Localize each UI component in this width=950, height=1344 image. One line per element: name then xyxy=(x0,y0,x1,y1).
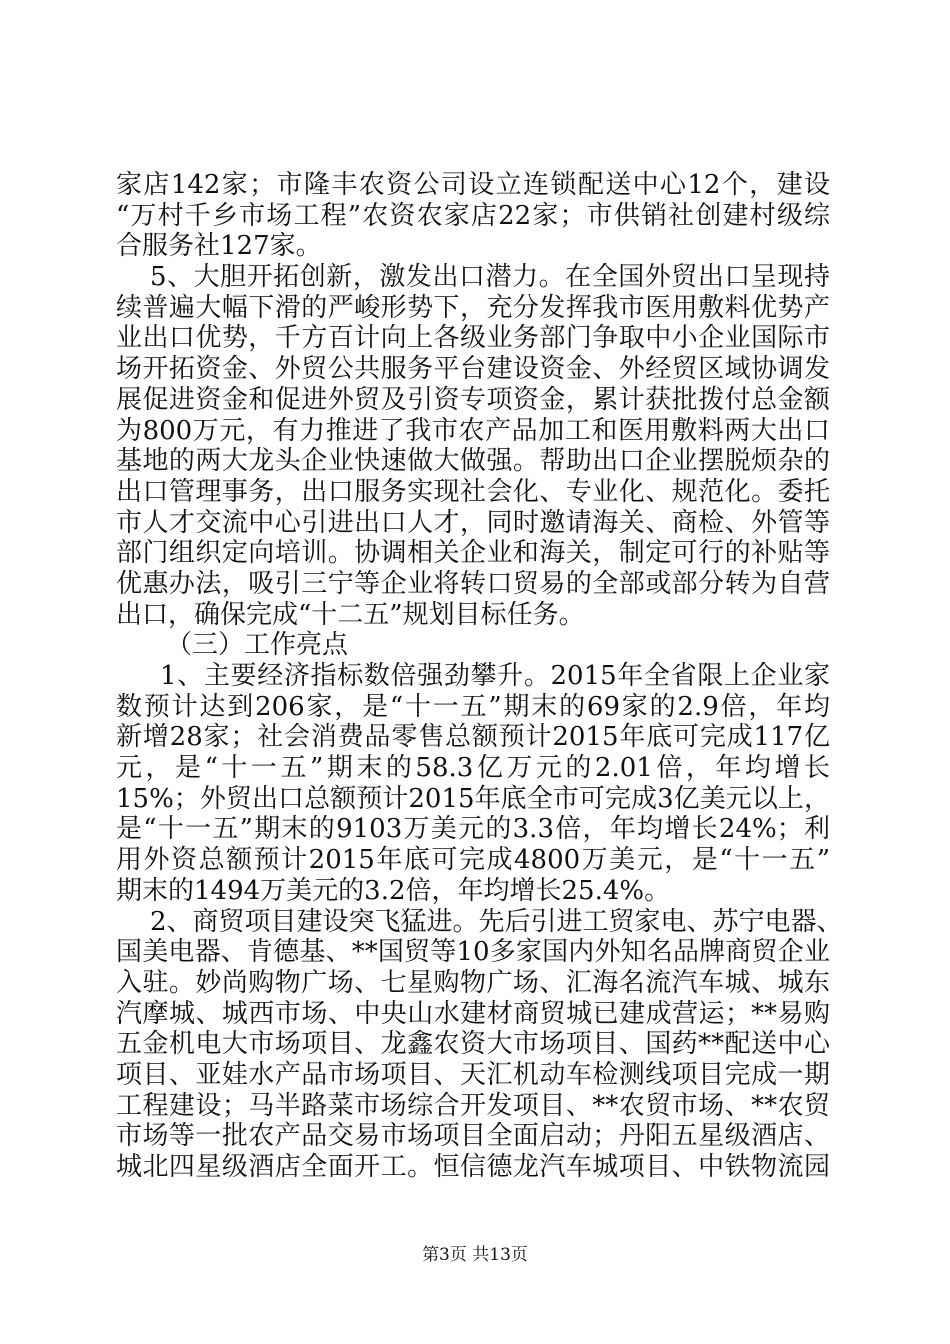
text-line: 汽摩城、城西市场、中央山水建材商贸城已建成营运；**易购 xyxy=(116,998,830,1029)
page-footer: 第3页 共13页 xyxy=(422,1245,528,1265)
text-line: 入驻。妙尚购物广场、七星购物广场、汇海名流汽车城、城东 xyxy=(116,967,830,998)
text-line: 优惠办法，吸引三宁等企业将转口贸易的全部或部分转为自营 xyxy=(116,568,830,599)
text-line: 城北四星级酒店全面开工。恒信德龙汽车城项目、中铁物流园 xyxy=(116,1152,830,1182)
text-line: 元，是“十一五”期末的58.3亿万元的2.01倍，年均增长 xyxy=(116,753,830,784)
text-line: 市人才交流中心引进出口人才，同时邀请海关、商检、外管等 xyxy=(116,507,830,538)
text-line: 基地的两大龙头企业快速做大做强。帮助出口企业摆脱烦杂的 xyxy=(116,446,830,477)
text-line: 国美电器、肯德基、**国贸等10多家国内外知名品牌商贸企业 xyxy=(116,937,830,968)
document-body xyxy=(116,170,843,1183)
text-line: 5、大胆开拓创新，激发出口潜力。在全国外贸出口呈现持 xyxy=(150,262,830,293)
text-line: 出口管理事务，出口服务实现社会化、专业化、规范化。委托 xyxy=(116,476,830,507)
text-line: 家店142家；市隆丰农资公司设立连锁配送中心12个，建设 xyxy=(116,170,830,200)
text-line: 展促进资金和促进外贸及引资专项资金，累计获批拨付总金额 xyxy=(116,384,830,415)
text-line: 场开拓资金、外贸公共服务平台建设资金、外经贸区域协调发 xyxy=(116,354,830,385)
text-line: 项目、亚娃水产品市场项目、天汇机动车检测线项目完成一期 xyxy=(116,1059,830,1090)
text-line: 出口，确保完成“十二五”规划目标任务。 xyxy=(116,599,585,630)
text-line: 业出口优势，千方百计向上各级业务部门争取中小企业国际市 xyxy=(116,323,830,354)
text-line: 1、主要经济指标数倍强劲攀升。2015年全省限上企业家 xyxy=(160,661,830,691)
text-line: 市场等一批农产品交易市场项目全面启动；丹阳五星级酒店、 xyxy=(116,1121,830,1152)
text-line: 是“十一五”期末的9103万美元的3.3倍，年均增长24%；利 xyxy=(116,814,830,845)
text-line: 用外资总额预计2015年底可完成4800万美元，是“十一五” xyxy=(116,845,830,876)
section-heading: （三）工作亮点 xyxy=(166,630,349,661)
text-line: 工程建设；马半路菜市场综合开发项目、**农贸市场、**农贸 xyxy=(116,1090,830,1121)
text-line: 数预计达到206家，是“十一五”期末的69家的2.9倍，年均 xyxy=(116,691,830,722)
text-line: 合服务社127家。 xyxy=(116,231,322,262)
text-line: “万村千乡市场工程”农资农家店22家；市供销社创建村级综 xyxy=(116,200,830,231)
text-line: 期末的1494万美元的3.2倍，年均增长25.4%。 xyxy=(116,875,671,906)
text-line: 15%；外贸出口总额预计2015年底全市可完成3亿美元以上， xyxy=(116,783,830,814)
text-line: 部门组织定向培训。协调相关企业和海关，制定可行的补贴等 xyxy=(116,538,830,569)
text-line: 五金机电大市场项目、龙鑫农资大市场项目、国药**配送中心 xyxy=(116,1029,830,1060)
text-line: 为800万元，有力推进了我市农产品加工和医用敷料两大出口 xyxy=(116,415,830,446)
text-line: 续普遍大幅下滑的严峻形势下，充分发挥我市医用敷料优势产 xyxy=(116,292,830,323)
text-line: 新增28家；社会消费品零售总额预计2015年底可完成117亿 xyxy=(116,722,830,753)
text-line: 2、商贸项目建设突飞猛进。先后引进工贸家电、苏宁电器、 xyxy=(150,906,843,937)
